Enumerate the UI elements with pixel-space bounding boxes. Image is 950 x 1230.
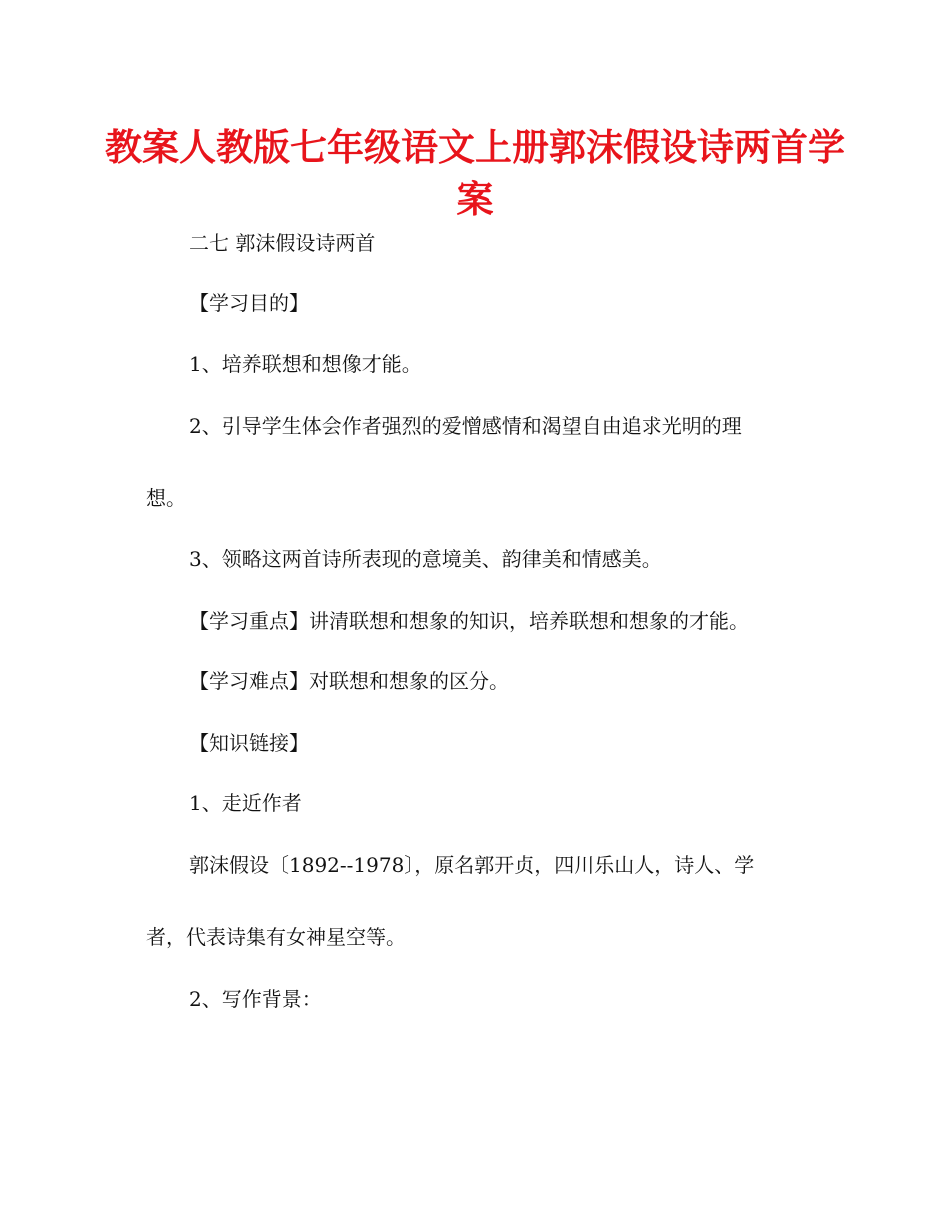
section-heading: 二七 郭沫假设诗两首 bbox=[189, 231, 376, 255]
paragraph: 1、走近作者 bbox=[189, 791, 302, 815]
document-title: 教案人教版七年级语文上册郭沫假设诗两首学案 bbox=[105, 126, 845, 221]
paragraph: 3、领略这两首诗所表现的意境美、韵律美和情感美。 bbox=[189, 547, 662, 571]
paragraph-continuation: 者，代表诗集有女神星空等。 bbox=[146, 925, 406, 949]
paragraph: 郭沫假设〔1892--1978〕，原名郭开贞，四川乐山人，诗人、学 bbox=[189, 853, 755, 877]
paragraph: 【学习目的】 bbox=[189, 291, 309, 315]
paragraph-continuation: 想。 bbox=[146, 486, 186, 510]
paragraph: 2、引导学生体会作者强烈的爱憎感情和渴望自由追求光明的理 bbox=[189, 414, 742, 438]
paragraph: 【学习重点】讲清联想和想象的知识，培养联想和想象的才能。 bbox=[189, 609, 749, 633]
paragraph: 1、培养联想和想像才能。 bbox=[189, 352, 422, 376]
paragraph: 【知识链接】 bbox=[189, 731, 309, 755]
paragraph: 【学习难点】对联想和想象的区分。 bbox=[189, 669, 509, 693]
paragraph: 2、写作背景： bbox=[189, 987, 322, 1011]
